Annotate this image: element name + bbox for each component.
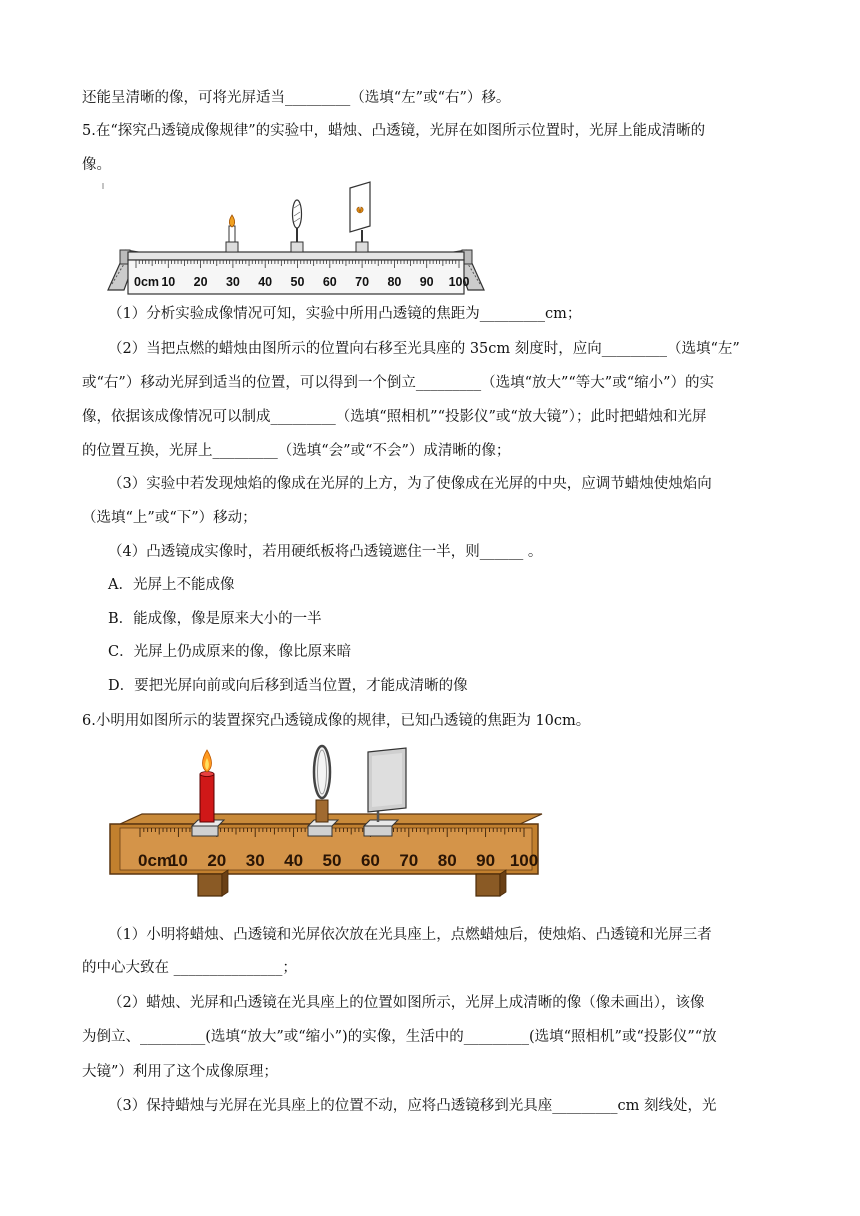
figure2-ruler-label: 70: [399, 851, 419, 870]
figure1-ruler-label: 100: [448, 275, 470, 289]
figure1-ruler-label: 20: [193, 275, 208, 289]
text-line-8: 的位置互换，光屏上_________（选填“会”或“不会”）成清晰的像；: [82, 443, 511, 459]
option-d: D．要把光屏向前或向后移到适当位置，才能成清晰的像: [108, 678, 468, 694]
figure1-ruler-label: 0cm: [134, 275, 160, 289]
figure2-ruler-label: 10: [168, 851, 188, 870]
figure2-ruler-label: 20: [207, 851, 227, 870]
figure2-ruler-label: 30: [245, 851, 265, 870]
option-c: C．光屏上仍成原来的像，像比原来暗: [108, 644, 352, 660]
question-5-stem: 5.在“探究凸透镜成像规律”的实验中，蜡烛、凸透镜，光屏在如图所示位置时，光屏上能成清晰的: [82, 123, 706, 139]
figure2-ruler-label: 40: [284, 851, 304, 870]
q6-part-1: （1）小明将蜡烛、凸透镜和光屏依次放在光具座上，点燃蜡烛后，使烛焰、凸透镜和光屏三者: [108, 927, 712, 943]
figure2-ruler-label: 100: [509, 851, 539, 870]
text-line-18: 的中心大致在 _______________；: [82, 960, 297, 976]
text-line-7: 像，依据该成像情况可以制成_________（选填“照相机”“投影仪”或“放大镜”）；此时把蜡烛和光屏: [82, 409, 707, 425]
figure1-ruler-label: 30: [225, 275, 240, 289]
q6-part-3: （3）保持蜡烛与光屏在光具座上的位置不动，应将凸透镜移到光具座_________cm 刻线处，光: [108, 1098, 717, 1114]
text-line-3: 像。: [82, 157, 111, 173]
text-line-6: 或“右”）移动光屏到适当的位置，可以得到一个倒立_________（选填“放大”“等大”或“缩小”）的实: [82, 375, 715, 391]
option-b: B．能成像，像是原来大小的一半: [108, 611, 322, 627]
figure1-ruler-label: 70: [355, 275, 370, 289]
q6-part-2: （2）蜡烛、光屏和凸透镜在光具座上的位置如图所示，光屏上成清晰的像（像未画出），该像: [108, 995, 705, 1011]
figure1-ruler-label: 90: [419, 275, 434, 289]
q5-part-1: （1）分析实验成像情况可知，实验中所用凸透镜的焦距为_________cm；: [108, 306, 582, 322]
figure1-ruler-label: 80: [387, 275, 402, 289]
text-line-20: 为倒立、_________(选填“放大”或“缩小”)的实像，生活中的_________(选填“照相机”或“投影仪”“放: [82, 1029, 717, 1045]
option-a: A．光屏上不能成像: [108, 577, 235, 593]
figure2-ruler-label: 80: [437, 851, 457, 870]
figure1-ruler-label: 40: [258, 275, 273, 289]
figure2-ruler-label: 90: [476, 851, 496, 870]
q5-part-2: （2）当把点燃的蜡烛由图所示的位置向右移至光具座的 35cm 刻度时，应向_________（选填“左”: [108, 341, 740, 357]
optical-bench-figure-1: [100, 180, 492, 300]
text-line-10: （选填“上”或“下”）移动；: [82, 510, 257, 526]
q5-part-4: （4）凸透镜成实像时，若用硬纸板将凸透镜遮住一半，则______ 。: [108, 544, 543, 560]
question-6-stem: 6.小明用如图所示的装置探究凸透镜成像的规律，已知凸透镜的焦距为 10cm。: [82, 713, 591, 729]
figure1-ruler-label: 10: [161, 275, 176, 289]
figure2-ruler-label: 0cm: [138, 851, 173, 870]
text-line-1: 还能呈清晰的像，可将光屏适当_________（选填“左”或“右”）移。: [82, 90, 511, 106]
text-line-21: 大镜”）利用了这个成像原理；: [82, 1064, 278, 1080]
optical-bench-figure-2: [106, 744, 546, 902]
q5-part-3: （3）实验中若发现烛焰的像成在光屏的上方，为了使像成在光屏的中央，应调节蜡烛使烛焰向: [108, 476, 712, 492]
figure1-ruler-label: 60: [322, 275, 337, 289]
figure2-ruler-label: 60: [360, 851, 380, 870]
figure2-ruler-label: 50: [322, 851, 342, 870]
figure1-ruler-label: 50: [290, 275, 305, 289]
